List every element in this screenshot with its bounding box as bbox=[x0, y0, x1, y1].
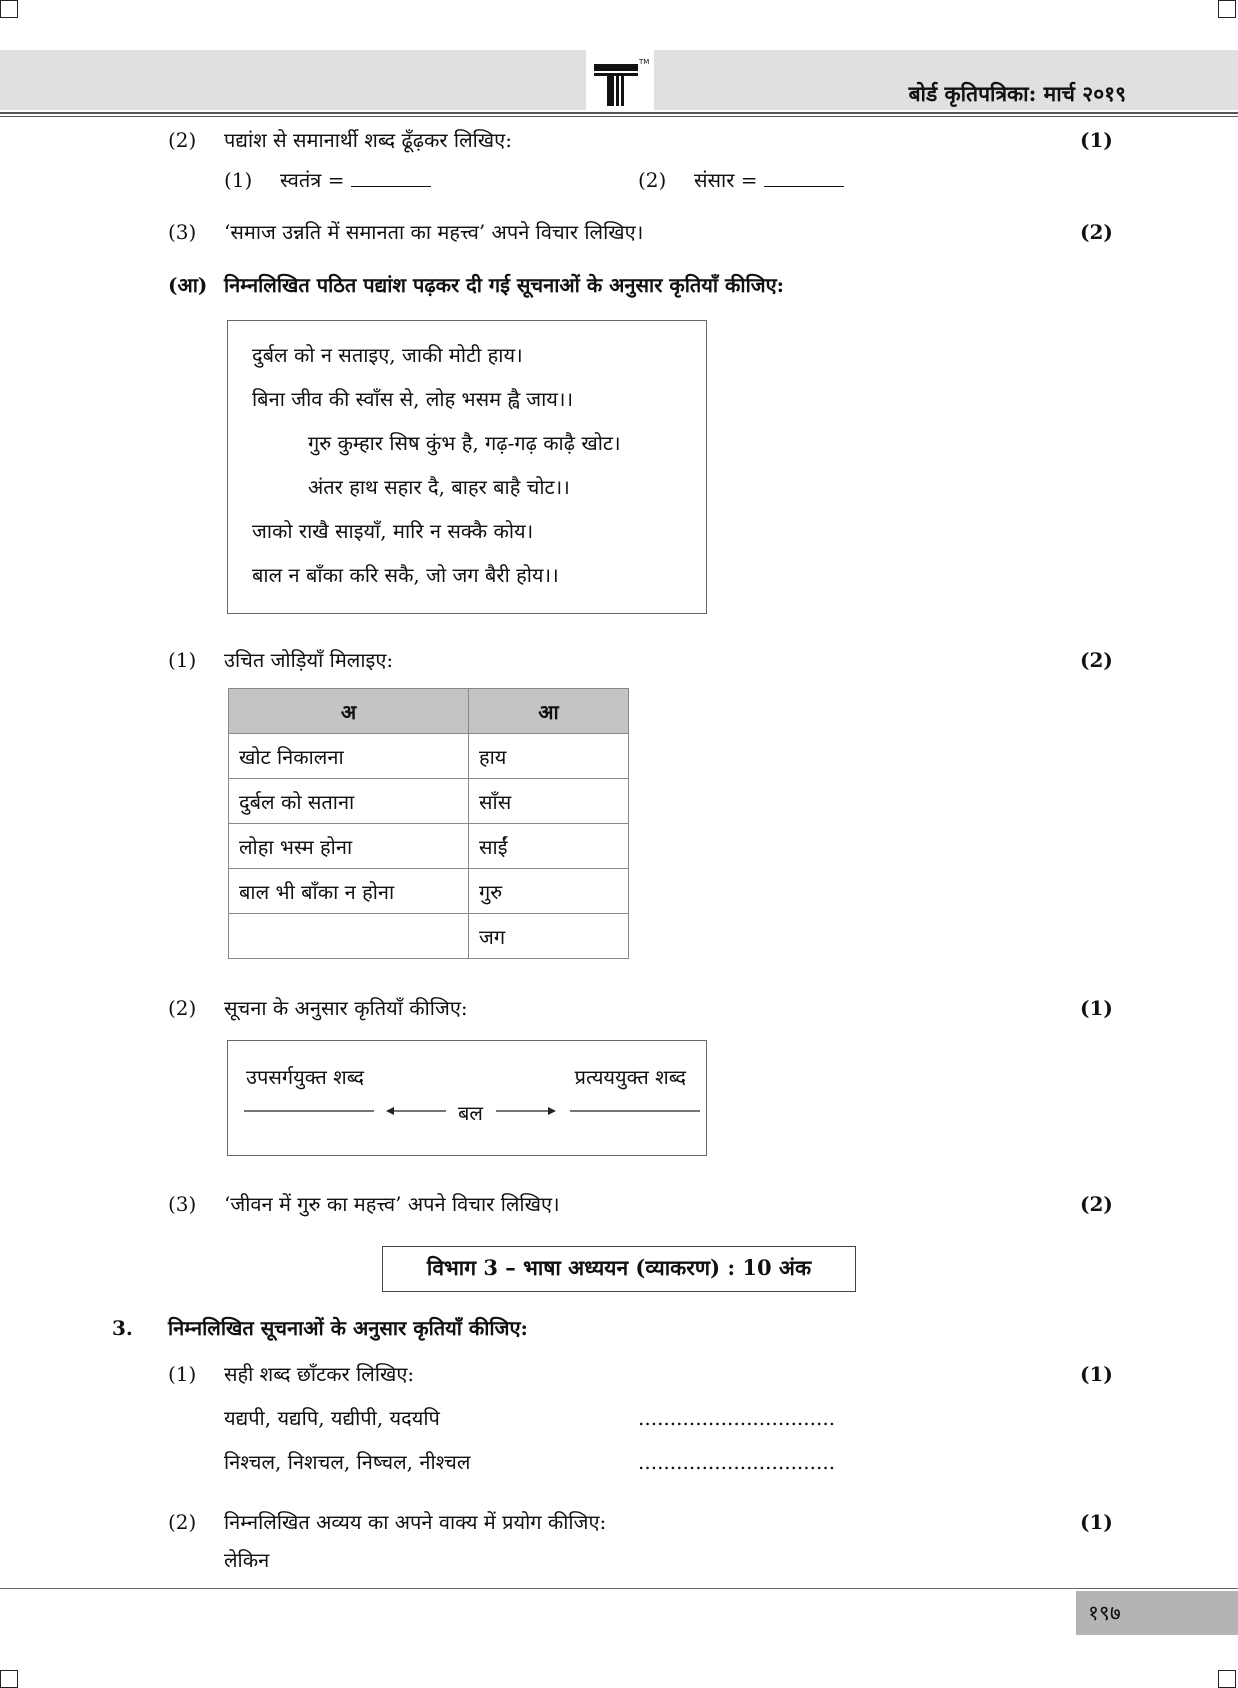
header-rule-thin bbox=[0, 116, 1238, 117]
synonym-item: स्वतंत्र = bbox=[280, 168, 431, 192]
answer-dots: ............................... bbox=[638, 1406, 836, 1430]
root-word: बल bbox=[458, 1101, 483, 1125]
question-number: (2) bbox=[168, 128, 197, 152]
question-number: (2) bbox=[168, 1510, 197, 1534]
spelling-options: यद्यपी, यद्यपि, यद्यीपी, यदयपि bbox=[224, 1406, 440, 1430]
table-row bbox=[229, 869, 629, 914]
indeclinable-word: लेकिन bbox=[224, 1548, 270, 1572]
crop-mark-top-left bbox=[0, 0, 18, 18]
question-number: (3) bbox=[168, 220, 197, 244]
footer-rule bbox=[0, 1588, 1238, 1589]
table-cell: साँस bbox=[469, 779, 629, 824]
prefix-label: उपसर्गयुक्त शब्द bbox=[246, 1065, 365, 1089]
question-marks: (2) bbox=[1080, 648, 1113, 672]
question-text: उचित जोड़ियाँ मिलाइए: bbox=[224, 648, 394, 672]
question-text: सही शब्द छाँटकर लिखिए: bbox=[224, 1362, 415, 1386]
question-text: ‘समाज उन्नति में समानता का महत्त्व’ अपने विचार लिखिए। bbox=[224, 220, 644, 244]
synonym-item: संसार = bbox=[694, 168, 844, 192]
answer-dots: ............................... bbox=[638, 1450, 836, 1474]
column-header: आ bbox=[469, 689, 629, 734]
question-number: (2) bbox=[168, 996, 197, 1020]
question-number: (3) bbox=[168, 1192, 197, 1216]
table-cell: लोहा भस्म होना bbox=[229, 824, 469, 869]
question-marks: (2) bbox=[1080, 1192, 1113, 1216]
section-instruction: निम्नलिखित पठित पद्यांश पढ़कर दी गई सूचनाओं के अनुसार कृतियाँ कीजिए: bbox=[224, 273, 785, 297]
poem-box bbox=[227, 320, 707, 614]
poem-line: गुरु कुम्हार सिष कुंभ है, गढ़-गढ़ काढ़ै खोट। bbox=[308, 431, 621, 455]
section-title-box: विभाग 3 – भाषा अध्ययन (व्याकरण) : 10 अंक bbox=[382, 1246, 856, 1292]
table-row bbox=[229, 779, 629, 824]
crop-mark-bottom-left bbox=[0, 1670, 18, 1688]
header-rule bbox=[0, 112, 1238, 114]
poem-line: बिना जीव की स्वाँस से, लोह भसम ह्वै जाय।। bbox=[252, 387, 574, 411]
question-text: निम्नलिखित अव्यय का अपने वाक्य में प्रयोग कीजिए: bbox=[224, 1510, 607, 1534]
crop-mark-top-right bbox=[1218, 0, 1236, 18]
synonym-number: (1) bbox=[224, 168, 253, 192]
column-header: अ bbox=[229, 689, 469, 734]
poem-line: जाको राखै साइयाँ, मारि न सक्कै कोय। bbox=[252, 519, 534, 543]
word-formation-box bbox=[227, 1040, 707, 1156]
question-marks: (1) bbox=[1080, 1510, 1113, 1534]
crop-mark-bottom-right bbox=[1218, 1670, 1236, 1688]
question-marks: (1) bbox=[1080, 128, 1113, 152]
table-cell: बाल भी बाँका न होना bbox=[229, 869, 469, 914]
table-row bbox=[229, 734, 629, 779]
table-header-row bbox=[229, 689, 629, 734]
page-number-tab bbox=[1076, 1591, 1238, 1635]
question-marks: (2) bbox=[1080, 220, 1113, 244]
question-number: (1) bbox=[168, 1362, 197, 1386]
question-marks: (1) bbox=[1080, 996, 1113, 1020]
question-text: सूचना के अनुसार कृतियाँ कीजिए: bbox=[224, 996, 468, 1020]
spelling-options: निश्चल, निशचल, निष्चल, नीश्चल bbox=[224, 1450, 471, 1474]
publisher-logo bbox=[586, 50, 654, 112]
poem-line: बाल न बाँका करि सकै, जो जग बैरी होय।। bbox=[252, 563, 559, 587]
table-row bbox=[229, 824, 629, 869]
question-number: 3. bbox=[112, 1316, 133, 1340]
question-text: ‘जीवन में गुरु का महत्त्व’ अपने विचार लिखिए। bbox=[224, 1192, 560, 1216]
table-cell: खोट निकालना bbox=[229, 734, 469, 779]
poem-line: दुर्बल को न सताइए, जाकी मोटी हाय। bbox=[252, 343, 523, 367]
table-cell: साईं bbox=[469, 824, 629, 869]
suffix-label: प्रत्यययुक्त शब्द bbox=[574, 1065, 686, 1089]
question-marks: (1) bbox=[1080, 1362, 1113, 1386]
poem-line: अंतर हाथ सहार दै, बाहर बाहै चोट।। bbox=[308, 475, 570, 499]
table-cell: हाय bbox=[469, 734, 629, 779]
question-text: निम्नलिखित सूचनाओं के अनुसार कृतियाँ कीजिए: bbox=[168, 1316, 528, 1340]
t-logo-icon bbox=[586, 50, 654, 112]
table-cell: जग bbox=[469, 914, 629, 959]
page-number: १९७ bbox=[1088, 1601, 1121, 1625]
question-text: पद्यांश से समानार्थी शब्द ढूँढ़कर लिखिए: bbox=[224, 128, 512, 152]
table-cell: गुरु bbox=[469, 869, 629, 914]
header-title: बोर्ड कृतिपत्रिका: मार्च २०१९ bbox=[908, 81, 1126, 106]
synonym-number: (2) bbox=[638, 168, 667, 192]
section-label: (आ) bbox=[168, 273, 208, 297]
match-table bbox=[228, 688, 629, 959]
table-cell: दुर्बल को सताना bbox=[229, 779, 469, 824]
table-row bbox=[229, 914, 629, 959]
trademark-mark: TM bbox=[639, 58, 650, 66]
question-number: (1) bbox=[168, 648, 197, 672]
table-cell bbox=[229, 914, 469, 959]
